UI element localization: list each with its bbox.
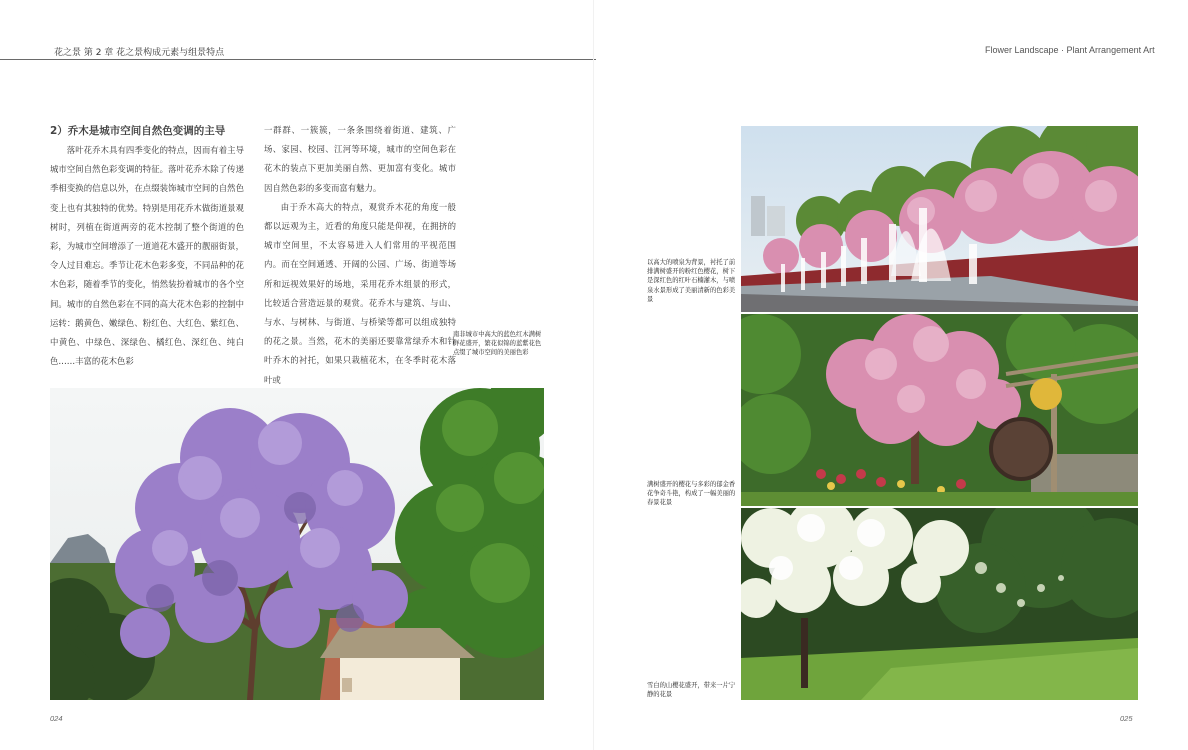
body-paragraph-1: 落叶花乔木具有四季变化的特点，因而有着主导城市空间自然色彩变调的特征。落叶花乔木除了传递季相变换的信息以外，在点缀装饰城市空间的自然色变上也有其独特的优势。特别是用花乔木做街道景观树时，列植在街道两旁的花木控制了整个街道的色彩，为城市空间增添了一道道花木盛开的靓丽街景，令人过目难忘。季节让花木色彩多变，不同品种的花木色彩，随着季节的变化，悄然装扮着城市的各个空间。城市的自然色彩在不同的高大花木色彩的控制中运转：鹅黄色、嫩绿色、粉红色、大红色、紫红色、中黄色、中绿色、深绿色、橘红色、深红色、纯白色……丰富的花木色彩	[50, 145, 244, 367]
section-title: 2）乔木是城市空间自然色变调的主导	[50, 125, 226, 137]
photo-white-cherry	[741, 508, 1138, 700]
caption-cherry-tulips: 满树盛开的樱花与多彩的郁金香花争奇斗艳，构成了一幅美丽的春景花景	[647, 481, 736, 507]
photo-jacaranda-tree	[50, 388, 544, 700]
body-paragraph-2: 一群群、一簇簇，一条条围绕着街道、建筑、广场、家园、校园、江河等环境，城市的空间色彩在花木的装点下更加美丽自然、更加富有变化。城市因自然色彩的多变而富有魅力。	[264, 125, 456, 193]
running-header-left: 花之景 第 2 章 花之景构成元素与组景特点	[54, 48, 225, 58]
caption-fountain: 以高大的喷泉为背景，衬托了前排满树盛开的粉红色樱花，树下是深红色的红叶石楠灌木，与喷泉水景形成了美丽清新的色彩美景	[647, 259, 736, 303]
text-column-1	[50, 121, 244, 371]
body-paragraph-3: 由于乔木高大的特点，观赏乔木花的角度一般都以远观为主，近看的角度只能是仰视，在拥挤的城市空间里，不太容易进入人们常用的平视范围内。而在空间通透、开阔的公园、广场、街道等场所和远视效果好的场地，采用花乔木组景的形式，比较适合营造远景的观赏。花乔木与建筑、与山、与水、与树林、与街道、与桥梁等都可以组成独特的花之景。当然，花木的美丽还要靠常绿乔木和针叶乔木的衬托，如果只栽植花木，在冬季时花木落叶或	[264, 201, 456, 385]
page-number-left: 024	[50, 714, 63, 723]
text-column-2	[264, 121, 456, 390]
running-header-right: Flower Landscape · Plant Arrangement Art	[985, 45, 1155, 55]
page-number-right: 025	[1120, 714, 1133, 723]
caption-jacaranda: 南非城市中高大的蓝色红木满树鲜花盛开，繁花似锦的蓝紫花色点缀了城市空间的美丽色彩	[453, 331, 542, 357]
photo-fountain-blossoms	[741, 126, 1138, 312]
caption-white-cherry: 雪白的山樱花盛开，带来一片宁静的花景	[647, 682, 736, 699]
header-rule	[0, 59, 596, 60]
page-spine	[593, 0, 594, 750]
photo-cherry-tulips	[741, 314, 1138, 506]
